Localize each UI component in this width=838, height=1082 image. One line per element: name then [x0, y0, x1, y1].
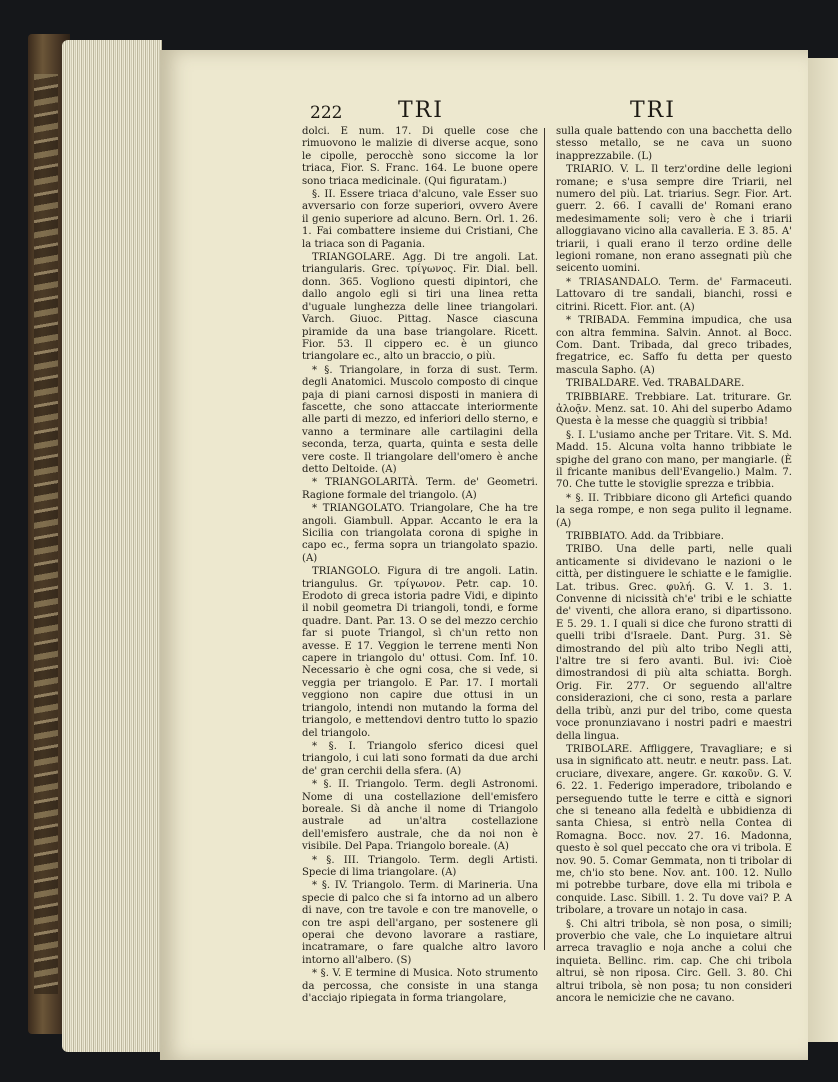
entry-paragraph: * TRIANGOLARITÀ. Term. de' Geometri. Ragione formale del triangolo. (A): [302, 477, 538, 501]
column-divider: [544, 128, 545, 950]
entry-paragraph: TRIARIO. V. L. Il terz'ordine delle legioni romane; e s'usa sempre dire Triarii, nel numero del più. Lat. triarius. Segr. Fior. Art. guerr. 2. 66. I cavalli de' Romani erano medesimamente soli; vero è che i triarii alloggiavano vicino alla cavalleria. E 3. 85. A' triarii, i quali erano il terzo ordine delle legioni romane, non erano assegnati più che seicento uomini.: [556, 164, 792, 275]
entry-paragraph: sulla quale battendo con una bacchetta dello stesso metallo, se ne cava un suono inapprezzabile. (L): [556, 126, 792, 162]
entry-paragraph: * §. I. Triangolo sferico dicesi quel triangolo, i cui lati sono formati da due archi de' gran cerchii della sfera. (A): [302, 740, 538, 777]
entry-paragraph: * §. II. Triangolo. Term. degli Astronomi. Nome di una costellazione dell'emisfero boreale. Si dà anche il nome di Triangolo australe ad un'altra costellazione dell'emisfero australe, che da noi non è visibile. Del Papa. Triangolo boreale. (A): [302, 779, 538, 853]
entry-paragraph: * §. IV. Triangolo. Term. di Marineria. Una specie di palco che si fa intorno ad un albero di nave, con tre tavole e con tre manovelle, o con tre aspi dell'argano, per sostenere gli operai che devono lavorare a rastiare, incatramare, o fare qualche altro lavoro intorno all'albero. (S): [302, 880, 538, 966]
page-number: 222: [310, 103, 343, 123]
page-edges: [62, 40, 162, 1052]
entry-paragraph: TRIBBIARE. Trebbiare. Lat. triturare. Gr. ἀλοᾷν. Menz. sat. 10. Ahi del superbo Adamo Questa è la messe che quaggiù si tribbia!: [556, 391, 792, 428]
entry-paragraph: TRIANGOLO. Figura di tre angoli. Latin. triangulus. Gr. τρίγωνον. Petr. cap. 10. Erodoto di greca istoria padre Vidi, e dipinto il nobil geometra Di triangoli, tondi, e forme quadre. Dant. Par. 13. O se del mezzo cerchio far si puote Triangol, sì ch'un retto non avesse. E 17. Veggion le terrene menti Non capere in triangolo du' ottusi. Com. Inf. 10. Necessario è che ogni cosa, che si vede, si veggia per triangolo. E Par. 17. I mortali veggiono non capire due ottusi in un triangolo, intendi non mutando la forma del triangolo, e mettendovi dentro tutto lo spazio del triangolo.: [302, 566, 538, 739]
entry-paragraph: * §. III. Triangolo. Term. degli Artisti. Specie di lima triangolare. (A): [302, 854, 538, 878]
left-column: [302, 126, 538, 1006]
entry-paragraph: * TRIASANDALO. Term. de' Farmaceuti. Lattovaro di tre sandali, bianchi, rossi e citrini. Ricett. Fior. ant. (A): [556, 276, 792, 313]
entry-paragraph: TRIBALDARE. Ved. TRABALDARE.: [566, 378, 745, 390]
entry-paragraph: * §. II. Tribbiare dicono gli Artefici quando la sega rompe, e non sega pulito il legname. (A): [556, 492, 792, 529]
entry-paragraph: * TRIBADA. Femmina impudica, che usa con altra femmina. Salvin. Annot. al Bocc. Com. Dant. Tribada, dal greco tribades, fregatrice, ec. Saffo fu detta per questo mascula Sapho. (A): [556, 315, 792, 376]
right-column: [556, 126, 792, 1006]
left-headword: TRI: [398, 98, 444, 123]
entry-paragraph: * §. V. E termine di Musica. Noto strumento da percossa, che consiste in una stanga d'acciajo ripiegata in forma triangolare,: [302, 968, 538, 1005]
entry-paragraph: TRIBO. Una delle parti, nelle quali anticamente si dividevano le nazioni o le città, per distinguere le schiatte e le famiglie. Lat. tribus. Grec. φυλή. G. V. 1. 3. 1. Convenne di nicissità ch'e' tribi e le schiatte de' viventi, che allora erano, si dipartissono. E 5. 29. 1. I quali si dice che furono stratti di quelli tribi d'Israele. Dant. Purg. 31. Sè dimostrando del più alto tribo Negli atti, l'altre tre si fero avanti. Bul. ivi: Cioè dimostrandosi di più alta schiatta. Borgh. Orig. Fir. 277. Or seguendo all'altre considerazioni, che ci sono, resta a parlare della tribù, anzi pur del tribo, come questa voce pronunziavano i nostri padri e maestri della lingua.: [556, 544, 792, 742]
entry-paragraph: * TRIANGOLATO. Triangolare, Che ha tre angoli. Giambull. Appar. Accanto le era la Sicilia con triangolata corona di spighe in capo ec., ferma sopra un triangolato spazio. (A): [302, 503, 538, 564]
facing-page-edge: [808, 58, 838, 1042]
entry-paragraph: dolci. E num. 17. Di quelle cose che rimuovono le malizie di diverse acque, sono le cipolle, perocchè sono siccome la lor triaca, Fior. S. Franc. 164. Le buone opere sono triaca medicinale. (Qui figuratam.): [302, 126, 538, 187]
entry-paragraph: * §. Triangolare, in forza di sust. Term. degli Anatomici. Muscolo composto di cinque paja di piani carnosi disposti in maniera di fascette, che sono attaccate interiormente alle parti di mezzo, ed inferiori dello sterno, e vanno a terminare alle cartilagini della seconda, terza, quarta, quinta e sesta delle vere coste. Il triangolare dell'omero è anche detto Deltoide. (A): [302, 364, 538, 475]
entry-paragraph: §. II. Essere triaca d'alcuno, vale Esser suo avversario con forze superiori, ovvero Avere il genio superiore ad alcuno. Bern. Orl. 1. 26. 1. Fai combattere insieme dui Cristiani, Che la triaca son di Pagania.: [302, 189, 538, 250]
marbled-cover: [34, 74, 58, 994]
entry-paragraph: TRIBBIATO. Add. da Tribbiare.: [566, 531, 724, 542]
entry-paragraph: §. I. L'usiamo anche per Tritare. Vit. S. Md. Madd. 15. Alcuna volta hanno tribbiate le spighe del grano con mano, per mangiarle. (È il fricante manibus dell'Evangelio.) Malm. 7. 70. Che tutte le stoviglie sprezza e tribbia.: [556, 429, 792, 491]
entry-paragraph: TRIBOLARE. Affliggere, Travagliare; e si usa in significato att. neutr. e neutr. pass. Lat. cruciare, divexare, angere. Gr. κακοῦν. G. V. 6. 22. 1. Federigo imperadore, tribolando e perseguendo tutte le terre e città e signori che si teneano alla fedeltà e ubbidienza di santa Chiesa, si entrò nella Contea di Romagna. Bocc. nov. 27. 16. Madonna, questo è sol quel peccato che ora vi tribola. E nov. 90. 5. Comar Gemmata, non ti tribolar di me, ch'io sto bene. Nov. ant. 100. 12. Nullo mi potrebbe turbare, dove ella mi tribola e conquide. Lasc. Sibill. 1. 2. Tu dove vai? P. A tribolare, a trovare un notajo in casa.: [556, 743, 792, 917]
entry-paragraph: TRIANGOLARE. Agg. Di tre angoli. Lat. triangularis. Grec. τρίγωνος. Fir. Dial. bell. donn. 365. Vogliono questi dipintori, che dallo angolo egli si tiri una linea retta d'uguale lunghezza delle linee triangolari. Varch. Giuoc. Pittag. Nasce ciascuna piramide da una base triangolare. Ricett. Fior. 53. Il cippero ec. è un giunco triangolare ec., alto un braccio, o più.: [302, 252, 538, 363]
right-headword: TRI: [630, 98, 676, 123]
entry-paragraph: §. Chi altri tribola, sè non posa, o simili; proverbio che vale, che Lo inquietare altrui arreca travaglio e noja anche a colui che inquieta. Bellinc. rim. cap. Che chi tribola altrui, sè non riposa. Circ. Gell. 3. 80. Chi altrui tribola, sè non posa; tu non consideri ancora le nemicizie che ne cavano.: [556, 918, 792, 1005]
